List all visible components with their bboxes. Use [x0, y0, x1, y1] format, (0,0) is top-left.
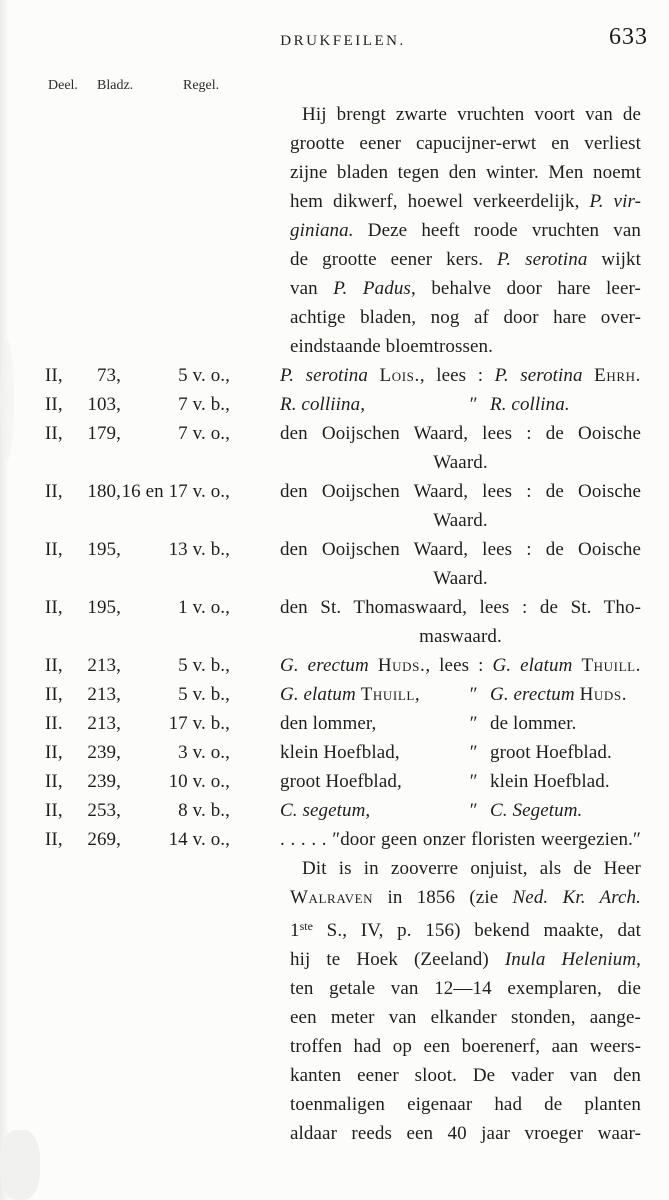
errata-text	[280, 709, 641, 738]
text-segment: achtige bladen, nog af door hare over-	[290, 307, 641, 328]
errata-row	[45, 390, 641, 419]
text-segment: groot Hoefblad,	[280, 771, 402, 792]
text-segment: 1	[290, 920, 300, 941]
errata-correction	[490, 680, 641, 709]
errata-text	[280, 680, 641, 709]
paragraph-line	[290, 158, 641, 187]
text-segment: Ehrh.	[594, 365, 641, 386]
errata-text	[280, 361, 641, 390]
errata-text	[280, 477, 641, 535]
errata-regel: 14 v. o.,	[168, 829, 230, 850]
ditto-mark: ″	[468, 713, 477, 734]
text-segment: G. elatum	[492, 655, 573, 676]
errata-original	[280, 767, 455, 796]
errata-line	[280, 361, 641, 390]
ditto-mark: ″	[468, 742, 477, 763]
errata-correction	[490, 796, 641, 825]
text-segment: eindstaande bloemtrossen.	[290, 336, 494, 357]
errata-ditto-line	[280, 796, 641, 825]
text-segment: , lees :	[425, 655, 493, 676]
errata-original	[280, 390, 455, 419]
errata-original	[280, 738, 455, 767]
text-segment: P. Padus	[333, 278, 411, 299]
text-segment: R. collina.	[490, 394, 570, 415]
errata-deel: II,	[45, 800, 63, 821]
ditto-mark: ″	[468, 800, 477, 821]
text-segment: P. vir-	[589, 191, 642, 212]
errata-row	[45, 419, 641, 477]
paragraph-line	[290, 274, 641, 303]
page-number: 633	[609, 24, 648, 50]
errata-row	[45, 767, 641, 796]
errata-text	[280, 419, 641, 477]
text-segment: P. serotina	[494, 365, 583, 386]
errata-deel: II,	[45, 394, 63, 415]
text-segment: R. colliina,	[280, 394, 366, 415]
paragraph-line	[290, 245, 641, 274]
text-segment: , lees :	[419, 365, 495, 386]
errata-deel: II,	[45, 655, 63, 676]
text-segment: van	[290, 278, 334, 299]
text-segment	[583, 365, 595, 386]
text-segment: Walraven	[290, 887, 374, 908]
text-segment: Huds.	[579, 684, 628, 705]
text-segment: een meter van elkander stonden, aange-	[290, 1007, 641, 1028]
errata-bladz: 253,	[87, 800, 121, 821]
paragraph-line	[290, 303, 641, 332]
errata-ditto-line	[280, 390, 641, 419]
text-segment: Deze heeft roode vruchten van	[353, 220, 641, 241]
errata-text	[280, 825, 641, 854]
text-segment: de grootte eener kers.	[290, 249, 498, 270]
errata-bladz: 213,	[87, 655, 121, 676]
ditto-mark: ″	[468, 394, 477, 415]
text-segment: klein Hoefblad,	[280, 742, 400, 763]
errata-correction	[490, 709, 641, 738]
text-segment: C. segetum,	[280, 800, 371, 821]
errata-deel: II.	[45, 713, 63, 734]
text-segment: G. erectum	[280, 655, 369, 676]
errata-deel: II,	[45, 423, 63, 444]
text-segment: . . . . . ″door geen onzer floristen weergezien.″	[280, 829, 641, 850]
page-content	[45, 100, 641, 1148]
errata-ditto-line	[280, 709, 641, 738]
paragraph-line	[290, 974, 641, 1003]
errata-regel: 1 v. o.,	[178, 597, 230, 618]
intro-paragraph	[290, 100, 641, 361]
text-segment: de lommer.	[490, 713, 577, 734]
text-segment: den lommer,	[280, 713, 377, 734]
errata-bladz: 213,	[87, 684, 121, 705]
text-segment: P. serotina	[497, 249, 588, 270]
errata-regel: 10 v. o.,	[168, 771, 230, 792]
text-segment: ,	[636, 949, 642, 970]
errata-correction	[490, 390, 641, 419]
text-segment: den Ooijschen Waard, lees : de Ooische	[280, 481, 641, 502]
errata-row	[45, 825, 641, 854]
errata-deel: II,	[45, 597, 63, 618]
errata-deel: II,	[45, 481, 63, 502]
paragraph-line	[290, 1003, 641, 1032]
text-segment: wijkt	[587, 249, 641, 270]
text-segment: G. elatum	[280, 684, 356, 705]
errata-text	[280, 738, 641, 767]
errata-regel: 3 v. o.,	[178, 742, 230, 763]
errata-regel: 7 v. b.,	[178, 394, 230, 415]
text-segment: hij te Hoek (Zeeland)	[290, 949, 505, 970]
paragraph-line	[290, 883, 641, 912]
errata-row	[45, 796, 641, 825]
ditto-mark: ″	[468, 684, 477, 705]
errata-row	[45, 535, 641, 593]
running-title: DRUKFEILEN.	[280, 33, 406, 49]
errata-regel: 7 v. o.,	[178, 423, 230, 444]
text-segment: Lois.	[379, 365, 420, 386]
text-segment: toenmaligen eigenaar had de planten	[290, 1094, 641, 1115]
text-segment: Hij brengt zwarte vruchten voort van de	[302, 104, 641, 125]
text-segment: ste	[299, 919, 313, 933]
text-segment: , behalve door hare leer-	[410, 278, 641, 299]
text-segment: ten getale van 12—14 exemplaren, die	[290, 978, 641, 999]
errata-text	[280, 796, 641, 825]
errata-bladz: 269,	[87, 829, 121, 850]
errata-regel: 16 en 17 v. o.,	[121, 481, 230, 502]
text-segment: zijne bladen tegen den winter. Men noemt	[290, 162, 641, 183]
errata-deel: II,	[45, 539, 63, 560]
errata-bladz: 73,	[96, 365, 121, 386]
errata-original	[280, 796, 455, 825]
errata-text	[280, 767, 641, 796]
text-segment: Huds.	[377, 655, 426, 676]
errata-original	[280, 709, 455, 738]
text-segment: G. erectum	[490, 684, 575, 705]
errata-row	[45, 680, 641, 709]
errata-row	[45, 593, 641, 651]
errata-row	[45, 709, 641, 738]
errata-regel: 5 v. b.,	[178, 684, 230, 705]
text-segment	[369, 655, 378, 676]
text-segment: Inula Helenium	[504, 949, 637, 970]
errata-correction	[490, 738, 641, 767]
errata-line	[280, 535, 641, 564]
errata-line	[280, 593, 641, 622]
errata-continuation-line: Waard.	[433, 568, 488, 589]
errata-continuation-line: maswaard.	[419, 626, 502, 647]
text-segment: den Ooijschen Waard, lees : de Ooische	[280, 423, 641, 444]
errata-bladz: 213,	[87, 713, 121, 734]
errata-bladz: 195,	[87, 539, 121, 560]
errata-line	[280, 825, 641, 854]
errata-bladz: 179,	[87, 423, 121, 444]
errata-deel: II,	[45, 742, 63, 763]
errata-bladz: 180,	[87, 481, 121, 502]
paragraph-line	[290, 129, 641, 158]
errata-row	[45, 738, 641, 767]
paragraph-line	[290, 912, 641, 945]
text-segment: aldaar reeds een 40 jaar vroeger waar-	[290, 1123, 641, 1144]
closing-paragraph	[290, 854, 641, 1148]
paragraph-line	[290, 1032, 641, 1061]
paragraph-line	[290, 854, 641, 883]
text-segment	[368, 365, 380, 386]
paragraph-line	[290, 1090, 641, 1119]
scan-edge-artifact	[0, 340, 14, 460]
errata-line	[280, 419, 641, 448]
errata-bladz: 239,	[87, 771, 121, 792]
text-segment: troffen had op een boerenerf, aan weers-	[290, 1036, 641, 1057]
paragraph-line	[290, 216, 641, 245]
text-segment: hem dikwerf, hoewel verkeerdelijk,	[290, 191, 590, 212]
text-segment: Dit is in zooverre onjuist, als de Heer	[302, 858, 641, 879]
errata-deel: II,	[45, 365, 63, 386]
text-segment: den Ooijschen Waard, lees : de Ooische	[280, 539, 641, 560]
errata-regel: 13 v. b.,	[168, 539, 230, 560]
errata-ditto-line	[280, 680, 641, 709]
text-segment: giniana.	[290, 220, 354, 241]
paragraph-line	[290, 1061, 641, 1090]
errata-text	[280, 593, 641, 651]
errata-regel: 5 v. o.,	[178, 365, 230, 386]
errata-deel: II,	[45, 771, 63, 792]
errata-row	[45, 477, 641, 535]
paragraph-line	[290, 332, 641, 361]
text-segment: kanten eener sloot. De vader van den	[290, 1065, 641, 1086]
paragraph-line	[290, 1119, 641, 1148]
col-header-deel: Deel.	[48, 78, 78, 93]
errata-bladz: 239,	[87, 742, 121, 763]
text-segment: S., IV, p. 156) bekend maakte, dat	[312, 920, 641, 941]
errata-ditto-line	[280, 767, 641, 796]
paragraph-line	[290, 100, 641, 129]
errata-line	[280, 477, 641, 506]
paragraph-line	[290, 945, 641, 974]
errata-continuation-line: Waard.	[433, 452, 488, 473]
errata-line	[280, 651, 641, 680]
text-segment: Thuill.	[581, 655, 642, 676]
errata-original	[280, 680, 455, 709]
errata-deel: II,	[45, 684, 63, 705]
errata-text	[280, 651, 641, 680]
errata-continuation-line: Waard.	[433, 510, 488, 531]
col-header-bladz: Bladz.	[97, 78, 134, 93]
errata-text	[280, 535, 641, 593]
errata-regel: 17 v. b.,	[168, 713, 230, 734]
text-segment: Ned. Kr. Arch.	[512, 887, 641, 908]
errata-ditto-line	[280, 738, 641, 767]
errata-text	[280, 390, 641, 419]
paragraph-line	[290, 187, 641, 216]
errata-regel: 8 v. b.,	[178, 800, 230, 821]
errata-row	[45, 361, 641, 390]
errata-correction	[490, 767, 641, 796]
ditto-mark: ″	[468, 771, 477, 792]
text-segment: den St. Thomaswaard, lees : de St. Tho-	[280, 597, 641, 618]
scan-edge-artifact	[0, 1130, 40, 1200]
errata-regel: 5 v. b.,	[178, 655, 230, 676]
errata-bladz: 103,	[87, 394, 121, 415]
errata-deel: II,	[45, 829, 63, 850]
text-segment: klein Hoefblad.	[490, 771, 610, 792]
errata-row	[45, 651, 641, 680]
col-header-regel: Regel.	[183, 78, 220, 93]
text-segment: C. Segetum.	[490, 800, 583, 821]
text-segment: in 1856 (zie	[373, 887, 513, 908]
text-segment: Thuill,	[360, 684, 421, 705]
errata-bladz: 195,	[87, 597, 121, 618]
text-segment: P. serotina	[280, 365, 369, 386]
text-segment: groot Hoefblad.	[490, 742, 612, 763]
text-segment: grootte eener capucijner-erwt en verliest	[290, 133, 641, 154]
